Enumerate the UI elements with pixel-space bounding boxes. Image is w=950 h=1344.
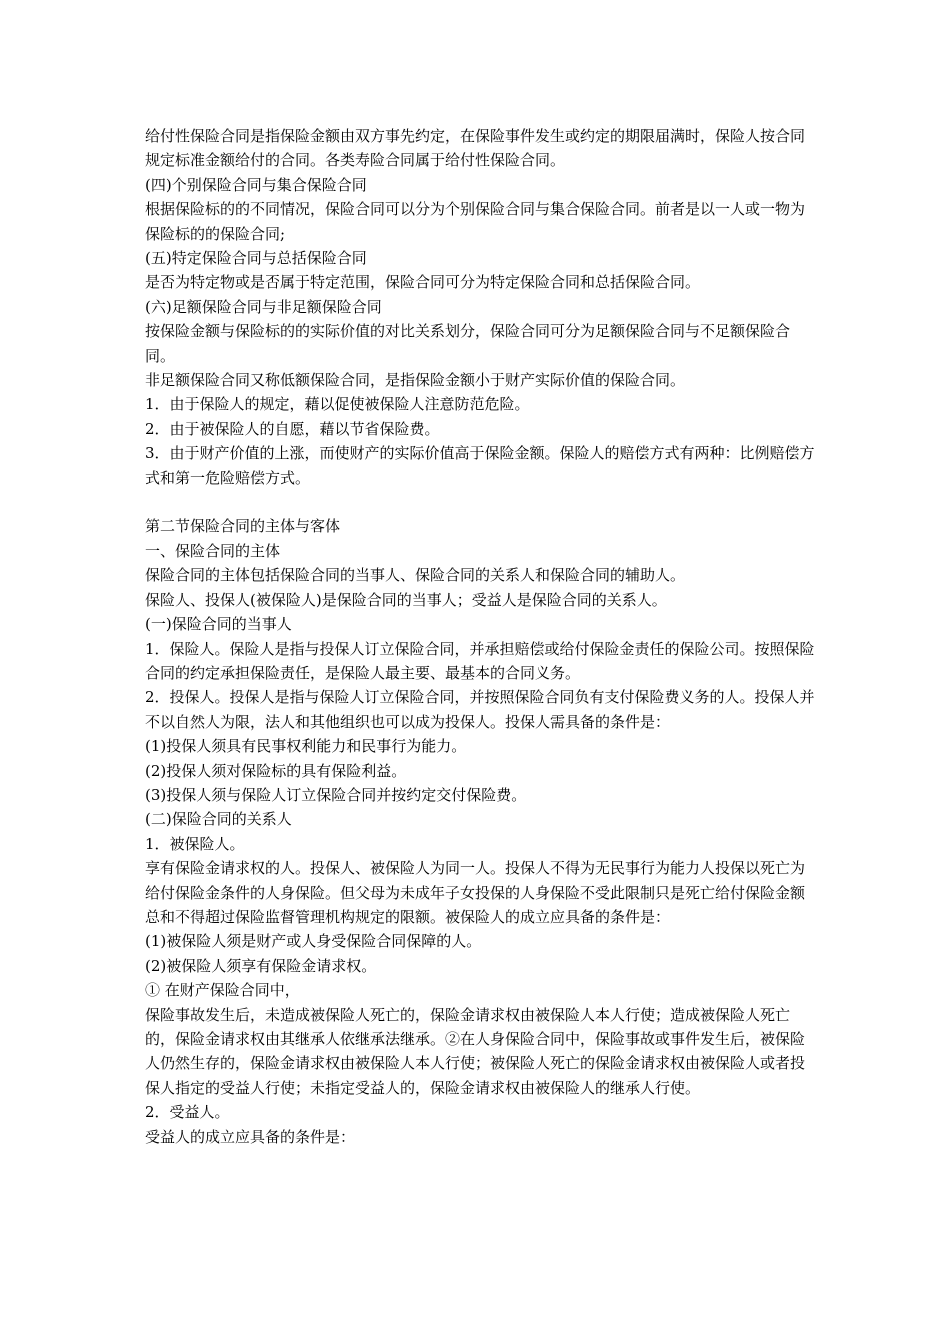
paragraph-specific-blanket: 是否为特定物或是否属于特定范围，保险合同可分为特定保险合同和总括保险合同。 bbox=[145, 273, 701, 292]
list-item-beneficiary: 2．受益人。 bbox=[145, 1103, 230, 1122]
paragraph-individual-collective: 根据保险标的的不同情况，保险合同可以分为个别保险合同与集合保险合同。前者是以一人或一物为保险标的的保险合同; bbox=[145, 200, 806, 243]
list-item-reason-2: 2．由于被保险人的自愿，藉以节省保险费。 bbox=[145, 419, 440, 438]
paragraph-insured-definition: 享有保险金请求权的人。投保人、被保险人为同一人。投保人不得为无民事行为能力人投保以死亡为给付保险金条件的人身保险。但父母为未成年子女投保的人身保险不受此限制只是死亡给付保险金额总和不得超过保险监督管理机构规定的限额。被保险人的成立应具备的条件是： bbox=[145, 859, 806, 926]
heading-contract-parties: (一)保险合同的当事人 bbox=[145, 615, 292, 634]
paragraph-parties: 保险人、投保人(被保险人)是保险合同的当事人；受益人是保险合同的关系人。 bbox=[145, 590, 667, 609]
heading-related-parties: (二)保险合同的关系人 bbox=[145, 810, 292, 829]
paragraph-claim-rights: 保险事故发生后，未造成被保险人死亡的，保险金请求权由被保险人本人行使；造成被保险人死亡的，保险金请求权由其继承人依继承法继承。②在人身保险合同中，保险事故或事件发生后，被保险人仍然生存的，保险金请求权由被保险人本人行使；被保险人死亡的保险金请求权由被保险人或者投保人指定的受益人行使；未指定受益人的，保险金请求权由被保险人的继承人行使。 bbox=[145, 1005, 806, 1097]
document-body bbox=[145, 124, 815, 1149]
heading-full-partial: (六)足额保险合同与非足额保险合同 bbox=[145, 297, 382, 316]
condition-item-3: (3)投保人须与保险人订立保险合同并按约定交付保险费。 bbox=[145, 785, 527, 804]
paragraph-full-partial: 按保险金额与保险标的的实际价值的对比关系划分，保险合同可分为足额保险合同与不足额保险合同。 bbox=[145, 322, 791, 365]
sub-item-property-contract: ① 在财产保险合同中， bbox=[145, 981, 300, 1000]
list-item-reason-3: 3．由于财产价值的上涨，而使财产的实际价值高于保险金额。保险人的赔偿方式有两种：比例赔偿方式和第一危险赔偿方式。 bbox=[145, 444, 815, 487]
paragraph-underinsurance: 非足额保险合同又称低额保险合同，是指保险金额小于财产实际价值的保险合同。 bbox=[145, 371, 686, 390]
condition-item-1: (1)投保人须具有民事权利能力和民事行为能力。 bbox=[145, 737, 467, 756]
insured-condition-1: (1)被保险人须是财产或人身受保险合同保障的人。 bbox=[145, 932, 482, 951]
condition-item-2: (2)投保人须对保险标的具有保险利益。 bbox=[145, 761, 407, 780]
list-item-policyholder: 2．投保人。投保人是指与保险人订立保险合同，并按照保险合同负有支付保险费义务的人。投保人并不以自然人为限，法人和其他组织也可以成为投保人。投保人需具备的条件是： bbox=[145, 688, 815, 731]
paragraph-payment-contract: 给付性保险合同是指保险金额由双方事先约定，在保险事件发生或约定的期限届满时，保险人按合同规定标准金额给付的合同。各类寿险合同属于给付性保险合同。 bbox=[145, 127, 806, 170]
heading-contract-subject: 一、保险合同的主体 bbox=[145, 541, 281, 560]
section-title: 第二节保险合同的主体与客体 bbox=[145, 517, 341, 536]
heading-specific-blanket: (五)特定保险合同与总括保险合同 bbox=[145, 249, 367, 268]
insured-condition-2: (2)被保险人须享有保险金请求权。 bbox=[145, 956, 377, 975]
paragraph-gap bbox=[145, 490, 815, 514]
list-item-insured: 1．被保险人。 bbox=[145, 834, 245, 853]
paragraph-beneficiary-conditions: 受益人的成立应具备的条件是： bbox=[145, 1127, 356, 1146]
list-item-reason-1: 1．由于保险人的规定，藉以促使被保险人注意防范危险。 bbox=[145, 395, 530, 414]
heading-individual-collective: (四)个别保险合同与集合保险合同 bbox=[145, 175, 367, 194]
paragraph-subject-scope: 保险合同的主体包括保险合同的当事人、保险合同的关系人和保险合同的辅助人。 bbox=[145, 566, 686, 585]
list-item-insurer: 1．保险人。保险人是指与投保人订立保险合同，并承担赔偿或给付保险金责任的保险公司。按照保险合同的约定承担保险责任，是保险人最主要、最基本的合同义务。 bbox=[145, 639, 815, 682]
